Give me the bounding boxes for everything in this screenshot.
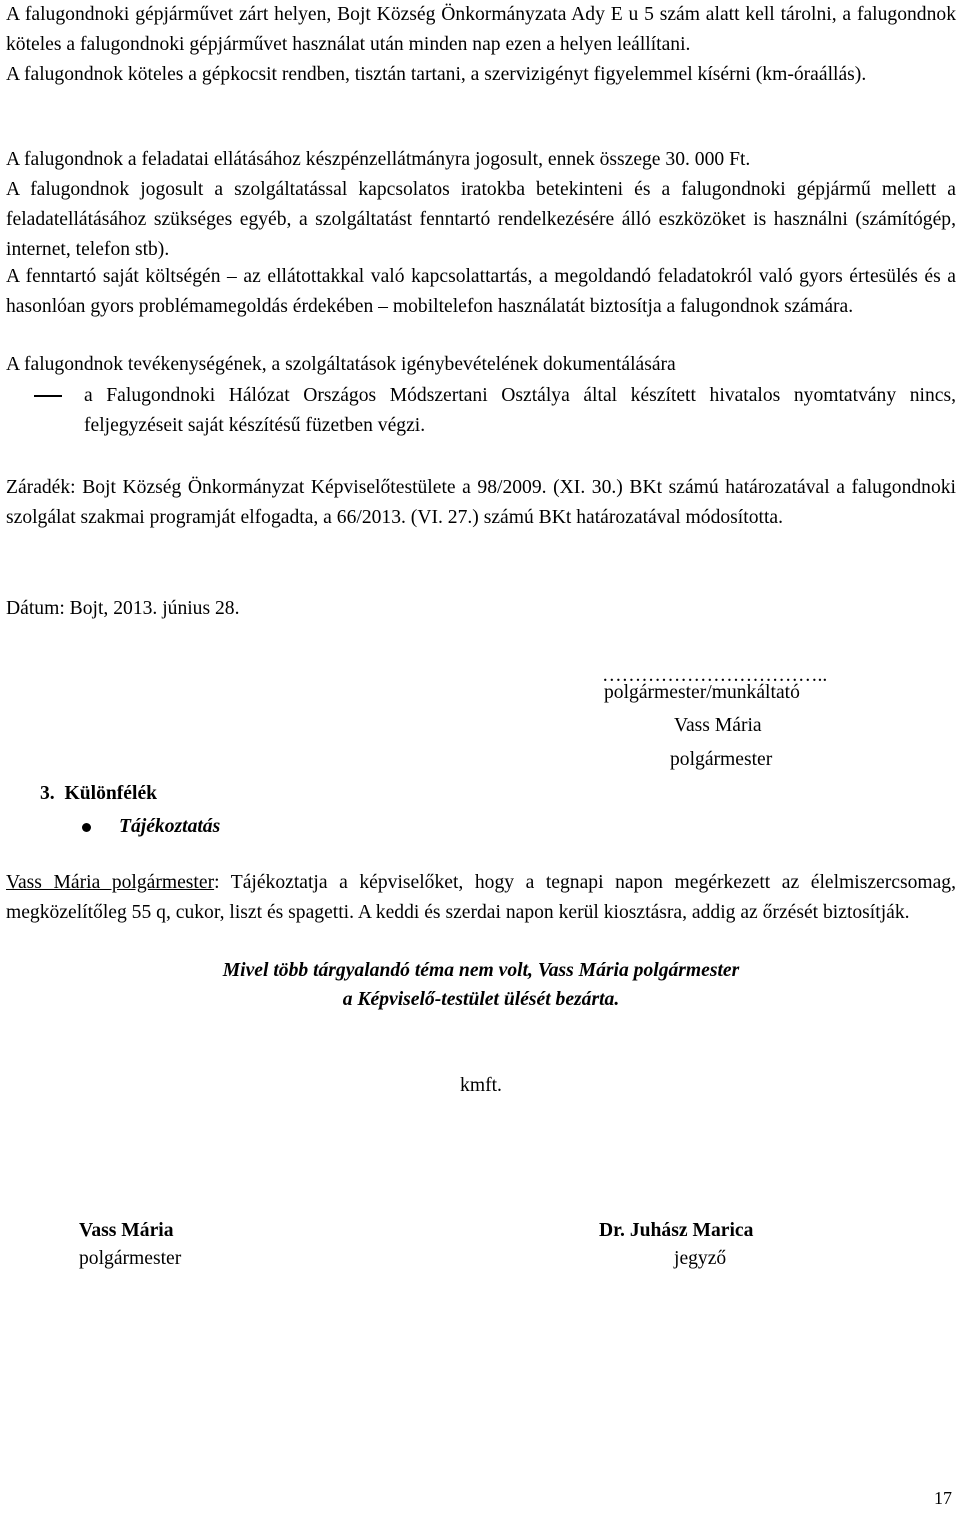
paragraph-storage: A falugondnoki gépjárművet zárt helyen, Bojt Község Önkormányzata Ady E u 5 szám alatt kell tárolni, a falugondnok köteles a falugondnoki gépjárművet használat után minden nap ezen a helyen leállítani. — [6, 4, 956, 55]
info-speaker: Vass Mária polgármester — [6, 872, 215, 893]
paragraph-car-maintenance: A falugondnok köteles a gépkocsit rendben, tisztán tartani, a szervizigényt figyelemmel kísérni (km-óraállás). — [6, 64, 867, 85]
dash-list-item — [6, 381, 956, 441]
signature-name: Vass Mária — [674, 715, 762, 736]
info-text: : Tájékoztatja a képviselőket, hogy a tegnapi napon megérkezett az élelmiszercsomag, megközelítőleg 55 q, cukor, liszt és spagetti. A keddi és szerdai napon kerül kiosztásra, addig az őrzését biztosítják. — [6, 872, 957, 923]
signature-left-title: polgármester — [79, 1248, 182, 1269]
signature-right-title: jegyző — [674, 1248, 727, 1269]
signature-role: polgármester/munkáltató — [604, 682, 800, 703]
bullet-item-label: Tájékoztatás — [119, 816, 221, 837]
section-number: 3. — [40, 783, 55, 804]
clause-paragraph: Záradék: Bojt Község Önkormányzat Képviselőtestülete a 98/2009. (XI. 30.) BKt számú határozatával a falugondnoki szolgálat szakmai programját elfogadta, a 66/2013. (VI. 27.) számú BKt határozatával módosította. — [6, 477, 956, 528]
paragraph-mobile-phone: A fenntartó saját költségén – az ellátottakkal való kapcsolattartás, a megoldandó feladatokról való gyors értesülés és a hasonlóan gyors problémamegoldás érdekében – mobiltelefon használatát biztosítja a falugondnok számára. — [6, 266, 956, 317]
dash-item-text: a Falugondnoki Hálózat Országos Módszertani Osztálya által készített hivatalos nyomtatvány nincs, feljegyzéseit saját készítésű füzetben végzi. — [84, 385, 956, 436]
section-title: Különfélék — [64, 783, 158, 804]
signature-left-name: Vass Mária — [79, 1220, 174, 1241]
closing-line-2: a Képviselő-testület ülését bezárta. — [342, 989, 620, 1010]
section-heading — [40, 779, 157, 809]
info-paragraph — [6, 868, 956, 928]
closing-line-1: Mivel több tárgyalandó téma nem volt, Vass Mária polgármester — [222, 960, 740, 981]
dash-marker — [34, 395, 62, 397]
date-line: Dátum: Bojt, 2013. június 28. — [6, 598, 240, 619]
paragraph-documentation: A falugondnok tevékenységének, a szolgáltatások igénybevételének dokumentálására — [6, 354, 676, 375]
signature-dots: …………………………….. — [602, 665, 828, 686]
bullet-icon — [82, 823, 91, 832]
signature-title: polgármester — [670, 749, 773, 770]
signature-right-name: Dr. Juhász Marica — [599, 1220, 754, 1241]
paragraph-cash: A falugondnok a feladatai ellátásához készpénzellátmányra jogosult, ennek összege 30. 000 Ft. — [6, 149, 751, 170]
kmft-label: kmft. — [460, 1075, 502, 1096]
page-number: 17 — [934, 1488, 952, 1508]
document-page — [6, 0, 956, 1517]
bullet-item — [82, 812, 220, 842]
paragraph-documents-access: A falugondnok jogosult a szolgáltatással kapcsolatos iratokba betekinteni és a falugondnoki gépjármű mellett a feladatellátásához szükséges egyéb, a szolgáltatást fenntartó rendelkezésére álló eszközöket is használni (számítógép, internet, telefon stb). — [6, 179, 956, 260]
